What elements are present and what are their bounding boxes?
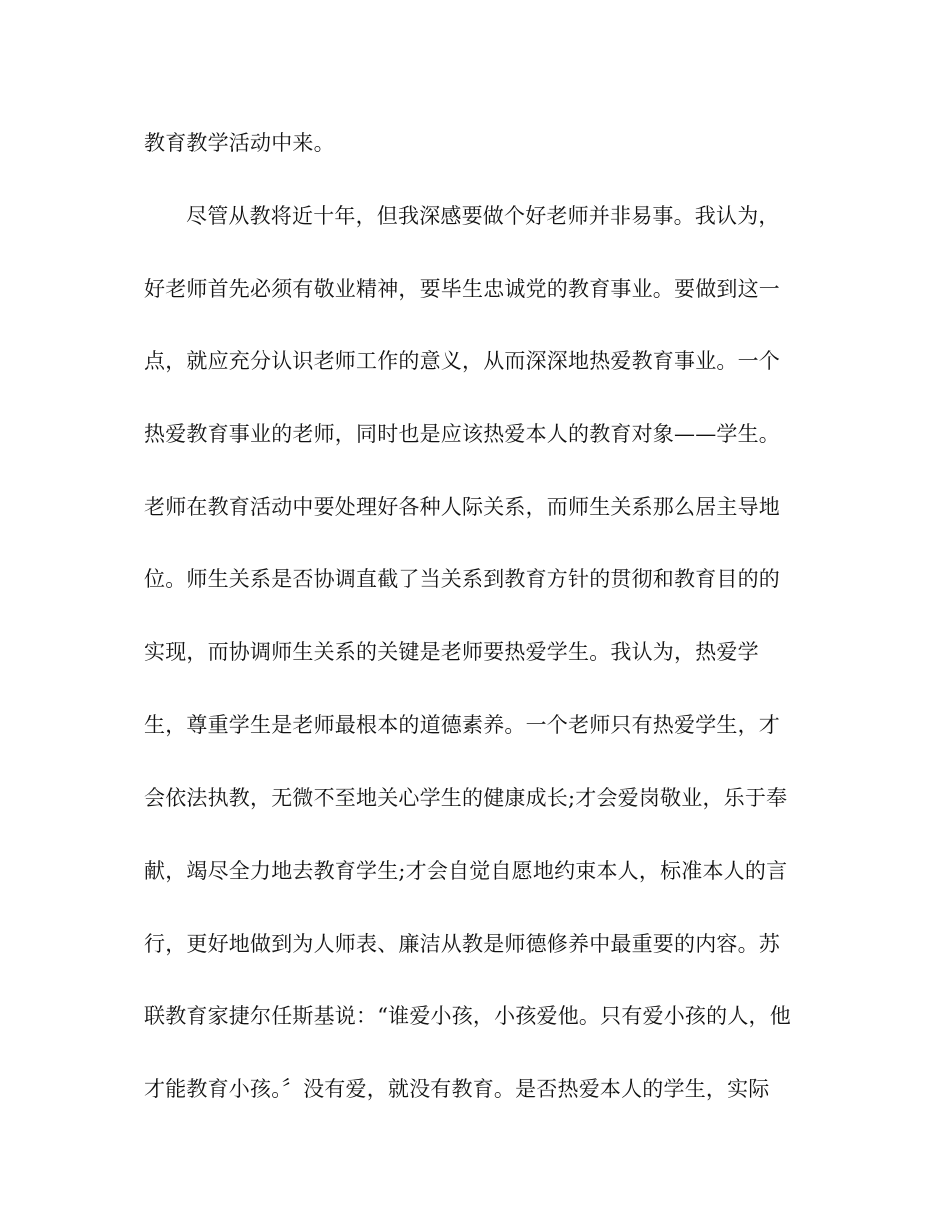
paragraph-line: 联教育家捷尔任斯基说：“谁爱小孩，小孩爱他。只有爱小孩的人，他 [144, 1004, 791, 1028]
paragraph-line: 位。师生关系是否协调直截了当关系到教育方针的贯彻和教育目的的 [144, 567, 780, 591]
paragraph-line: 教育教学活动中来。 [144, 131, 335, 155]
paragraph-line: 献，竭尽全力地去教育学生;才会自觉自愿地约束本人，标准本人的言 [144, 859, 788, 883]
paragraph-line: 点，就应充分认识老师工作的意义，从而深深地热爱教育事业。一个 [144, 349, 780, 373]
paragraph-line: 热爱教育事业的老师，同时也是应该热爱本人的教育对象——学生。 [144, 422, 780, 446]
paragraph-line: 尽管从教将近十年，但我深感要做个好老师并非易事。我认为， [186, 204, 780, 228]
paragraph-line: 好老师首先必须有敬业精神，要毕生忠诚党的教育事业。要做到这一 [144, 277, 780, 301]
paragraph-line: 会依法执教，无微不至地关心学生的健康成长;才会爱岗敬业，乐于奉 [144, 786, 788, 810]
paragraph-line: 才能教育小孩。〞没有爱，就没有教育。是否热爱本人的学生，实际 [144, 1077, 770, 1101]
paragraph-line: 行，更好地做到为人师表、廉洁从教是师德修养中最重要的内容。苏 [144, 932, 780, 956]
paragraph-line: 生，尊重学生是老师最根本的道德素养。一个老师只有热爱学生，才 [144, 713, 780, 737]
paragraph-line: 老师在教育活动中要处理好各种人际关系，而师生关系那么居主导地 [144, 495, 780, 519]
paragraph-line: 实现，而协调师生关系的关键是老师要热爱学生。我认为，热爱学 [144, 640, 759, 664]
